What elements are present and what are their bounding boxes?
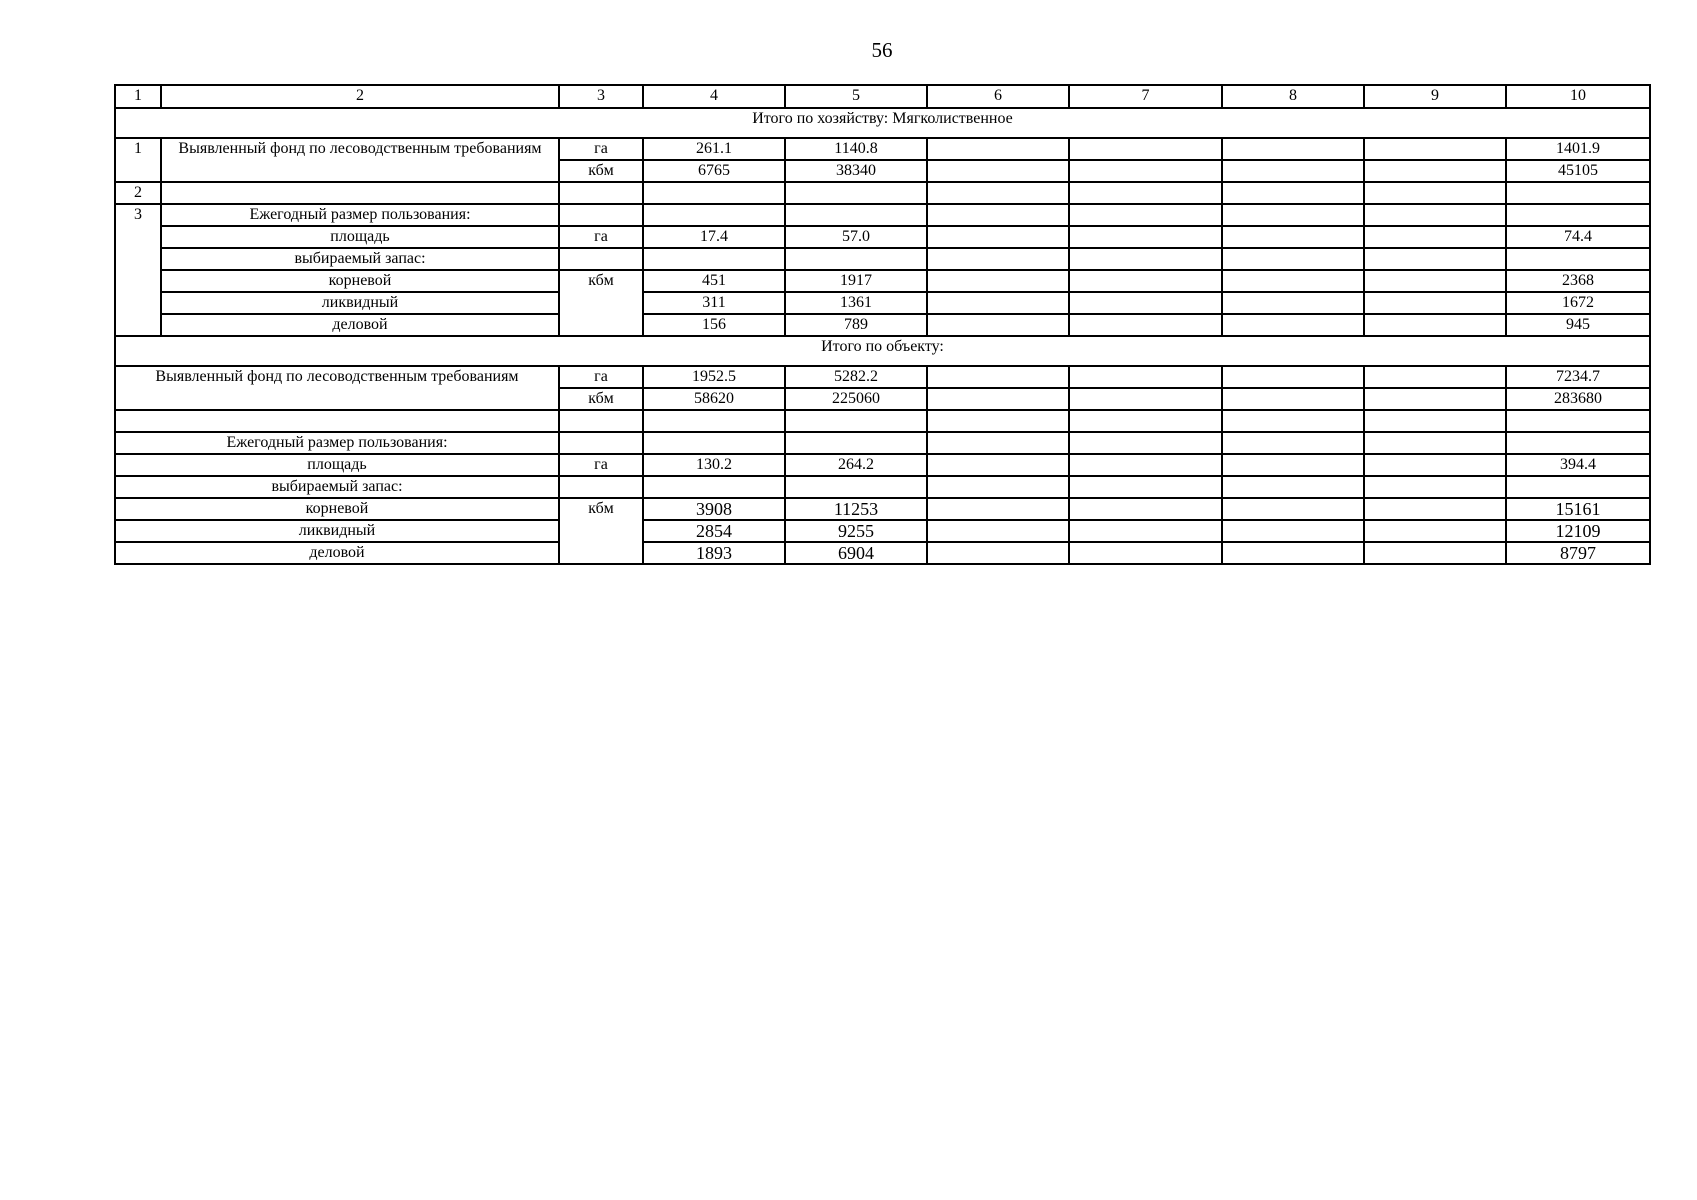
empty-cell <box>1222 292 1364 314</box>
empty-cell <box>1222 498 1364 520</box>
value-cell: 264.2 <box>785 454 927 476</box>
empty-cell <box>1069 366 1222 388</box>
empty-cell <box>1364 226 1506 248</box>
value-cell: 451 <box>643 270 785 292</box>
empty-cell <box>1069 542 1222 564</box>
empty-cell <box>1222 410 1364 432</box>
empty-cell <box>1364 542 1506 564</box>
empty-cell <box>785 248 927 270</box>
value-cell: 58620 <box>643 388 785 410</box>
unit-cell: кбм <box>559 270 643 336</box>
value-cell: 9255 <box>785 520 927 542</box>
empty-cell <box>1069 410 1222 432</box>
empty-cell <box>643 432 785 454</box>
empty-cell <box>1506 476 1650 498</box>
total-cell: 1672 <box>1506 292 1650 314</box>
column-header: 2 <box>161 85 559 108</box>
empty-cell <box>1069 248 1222 270</box>
table-row <box>115 476 1650 498</box>
empty-cell <box>1364 138 1506 160</box>
value-cell: 1893 <box>643 542 785 564</box>
column-header: 9 <box>1364 85 1506 108</box>
empty-cell <box>1222 226 1364 248</box>
empty-cell <box>559 204 643 226</box>
row-number: 2 <box>115 182 161 204</box>
empty-cell <box>1069 292 1222 314</box>
empty-cell <box>1222 138 1364 160</box>
empty-cell <box>1222 314 1364 336</box>
value-cell: 1917 <box>785 270 927 292</box>
column-header: 7 <box>1069 85 1222 108</box>
empty-cell <box>927 520 1069 542</box>
empty-cell <box>1364 160 1506 182</box>
row-label: Выявленный фонд по лесоводственным требованиям <box>161 138 559 182</box>
total-cell: 283680 <box>1506 388 1650 410</box>
row-number: 1 <box>115 138 161 182</box>
row-label: выбираемый запас: <box>115 476 559 498</box>
empty-cell <box>1506 248 1650 270</box>
column-header: 5 <box>785 85 927 108</box>
table-row <box>115 248 1650 270</box>
row-label: площадь <box>161 226 559 248</box>
empty-cell <box>559 476 643 498</box>
row-label: Ежегодный размер пользования: <box>161 204 559 226</box>
empty-cell <box>1069 160 1222 182</box>
empty-cell <box>1364 182 1506 204</box>
empty-cell <box>559 410 643 432</box>
value-cell: 38340 <box>785 160 927 182</box>
table-row <box>115 410 1650 432</box>
empty-cell <box>559 248 643 270</box>
empty-cell <box>927 388 1069 410</box>
empty-cell <box>1069 270 1222 292</box>
value-cell: 6904 <box>785 542 927 564</box>
unit-cell: кбм <box>559 388 643 410</box>
empty-cell <box>1364 432 1506 454</box>
empty-cell <box>1364 366 1506 388</box>
value-cell: 2854 <box>643 520 785 542</box>
table-row <box>115 292 1650 314</box>
total-cell: 1401.9 <box>1506 138 1650 160</box>
section-title-object: Итого по объекту: <box>115 336 1650 366</box>
empty-cell <box>927 292 1069 314</box>
empty-cell <box>1069 432 1222 454</box>
table-row <box>115 520 1650 542</box>
empty-cell <box>927 226 1069 248</box>
empty-cell <box>1222 366 1364 388</box>
empty-cell <box>643 248 785 270</box>
empty-cell <box>1364 270 1506 292</box>
empty-cell <box>161 182 559 204</box>
value-cell: 3908 <box>643 498 785 520</box>
empty-cell <box>1364 204 1506 226</box>
empty-cell <box>927 366 1069 388</box>
empty-cell <box>1069 498 1222 520</box>
empty-cell <box>927 314 1069 336</box>
row-label: ликвидный <box>115 520 559 542</box>
section-title-row <box>115 108 1650 138</box>
row-label: корневой <box>115 498 559 520</box>
empty-cell <box>1069 454 1222 476</box>
total-cell: 945 <box>1506 314 1650 336</box>
empty-cell <box>1069 388 1222 410</box>
empty-cell <box>1364 498 1506 520</box>
table-row <box>115 366 1650 388</box>
section-title-row <box>115 336 1650 366</box>
table-row <box>115 204 1650 226</box>
empty-cell <box>1222 248 1364 270</box>
value-cell: 1952.5 <box>643 366 785 388</box>
table-row <box>115 182 1650 204</box>
unit-cell: га <box>559 454 643 476</box>
table-row <box>115 498 1650 520</box>
row-label: деловой <box>161 314 559 336</box>
empty-cell <box>785 432 927 454</box>
empty-cell <box>1506 204 1650 226</box>
empty-cell <box>927 204 1069 226</box>
total-cell: 394.4 <box>1506 454 1650 476</box>
unit-cell: кбм <box>559 160 643 182</box>
empty-cell <box>927 542 1069 564</box>
empty-cell <box>1222 182 1364 204</box>
value-cell: 17.4 <box>643 226 785 248</box>
row-label: Ежегодный размер пользования: <box>115 432 559 454</box>
empty-cell <box>1222 204 1364 226</box>
empty-cell <box>1069 138 1222 160</box>
row-number: 3 <box>115 204 161 336</box>
empty-cell <box>927 248 1069 270</box>
total-cell: 7234.7 <box>1506 366 1650 388</box>
empty-cell <box>1364 314 1506 336</box>
section-title-farm: Итого по хозяйству: Мягколиственное <box>115 108 1650 138</box>
empty-cell <box>1364 248 1506 270</box>
empty-cell <box>643 182 785 204</box>
row-label: выбираемый запас: <box>161 248 559 270</box>
table-row <box>115 454 1650 476</box>
empty-cell <box>785 204 927 226</box>
unit-cell: га <box>559 138 643 160</box>
row-label: ликвидный <box>161 292 559 314</box>
empty-cell <box>1364 388 1506 410</box>
empty-cell <box>643 204 785 226</box>
row-label: площадь <box>115 454 559 476</box>
row-label: Выявленный фонд по лесоводственным требованиям <box>115 366 559 410</box>
total-cell: 15161 <box>1506 498 1650 520</box>
table-row <box>115 226 1650 248</box>
total-cell: 45105 <box>1506 160 1650 182</box>
empty-cell <box>1069 182 1222 204</box>
empty-cell <box>1364 410 1506 432</box>
empty-cell <box>1222 454 1364 476</box>
empty-cell <box>559 182 643 204</box>
empty-cell <box>785 182 927 204</box>
column-header: 10 <box>1506 85 1650 108</box>
empty-cell <box>559 432 643 454</box>
empty-cell <box>1222 160 1364 182</box>
column-header: 4 <box>643 85 785 108</box>
empty-cell <box>927 182 1069 204</box>
total-cell: 12109 <box>1506 520 1650 542</box>
total-cell: 74.4 <box>1506 226 1650 248</box>
empty-cell <box>927 160 1069 182</box>
empty-cell <box>1222 542 1364 564</box>
value-cell: 156 <box>643 314 785 336</box>
empty-cell <box>1506 410 1650 432</box>
empty-cell <box>1222 476 1364 498</box>
page-number: 56 <box>871 38 893 62</box>
value-cell: 130.2 <box>643 454 785 476</box>
empty-cell <box>1069 226 1222 248</box>
forest-use-table <box>114 84 1651 565</box>
empty-cell <box>1364 454 1506 476</box>
value-cell: 261.1 <box>643 138 785 160</box>
empty-cell <box>643 410 785 432</box>
table-row <box>115 138 1650 160</box>
unit-cell: га <box>559 226 643 248</box>
value-cell: 225060 <box>785 388 927 410</box>
empty-cell <box>927 498 1069 520</box>
column-number-row <box>115 85 1650 108</box>
empty-cell <box>927 476 1069 498</box>
empty-cell <box>1222 520 1364 542</box>
row-label: корневой <box>161 270 559 292</box>
table-row <box>115 314 1650 336</box>
empty-cell <box>115 410 559 432</box>
total-cell: 2368 <box>1506 270 1650 292</box>
empty-cell <box>785 410 927 432</box>
value-cell: 311 <box>643 292 785 314</box>
column-header: 3 <box>559 85 643 108</box>
empty-cell <box>927 410 1069 432</box>
empty-cell <box>927 270 1069 292</box>
empty-cell <box>1506 182 1650 204</box>
value-cell: 1361 <box>785 292 927 314</box>
empty-cell <box>1069 476 1222 498</box>
table-row <box>115 432 1650 454</box>
empty-cell <box>1222 388 1364 410</box>
value-cell: 1140.8 <box>785 138 927 160</box>
table-row <box>115 542 1650 564</box>
empty-cell <box>927 432 1069 454</box>
column-header: 1 <box>115 85 161 108</box>
value-cell: 789 <box>785 314 927 336</box>
unit-cell: кбм <box>559 498 643 564</box>
empty-cell <box>1222 270 1364 292</box>
value-cell: 5282.2 <box>785 366 927 388</box>
value-cell: 57.0 <box>785 226 927 248</box>
table-row <box>115 270 1650 292</box>
value-cell: 11253 <box>785 498 927 520</box>
unit-cell: га <box>559 366 643 388</box>
empty-cell <box>1364 520 1506 542</box>
empty-cell <box>1364 292 1506 314</box>
empty-cell <box>1506 432 1650 454</box>
empty-cell <box>927 138 1069 160</box>
column-header: 8 <box>1222 85 1364 108</box>
row-label: деловой <box>115 542 559 564</box>
empty-cell <box>1069 520 1222 542</box>
empty-cell <box>1069 204 1222 226</box>
value-cell: 6765 <box>643 160 785 182</box>
column-header: 6 <box>927 85 1069 108</box>
empty-cell <box>1222 432 1364 454</box>
empty-cell <box>1364 476 1506 498</box>
empty-cell <box>785 476 927 498</box>
empty-cell <box>643 476 785 498</box>
empty-cell <box>1069 314 1222 336</box>
empty-cell <box>927 454 1069 476</box>
total-cell: 8797 <box>1506 542 1650 564</box>
